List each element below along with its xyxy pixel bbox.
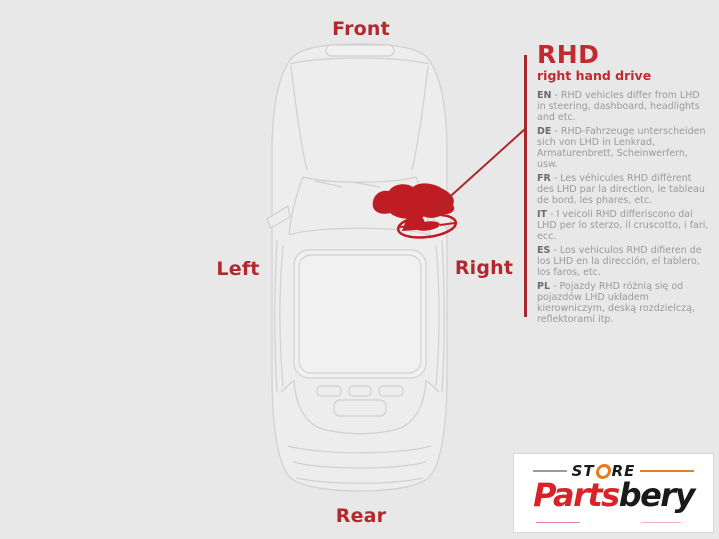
lang-text: - Los vehiculos RHD difieren de los LHD en la dirección, el tablero, los faros, etc. [537,245,702,278]
lang-code: PL [537,281,551,292]
lang-text: - I veicoli RHD differiscono dai LHD per lo sterzo, il cruscotto, i fari, ecc. [537,209,709,242]
lang-paragraph-en [537,90,709,123]
lang-paragraph-de [537,126,709,170]
brand-wordmark [514,476,713,514]
store-suffix: RE [611,462,636,480]
logo-accent-dash-right [641,522,681,524]
lang-code: ES [537,245,551,256]
panel-subtitle: right hand drive [537,68,652,83]
rear-label: Rear [335,505,387,527]
lang-code: FR [537,173,551,184]
store-prefix: ST [571,462,595,480]
car-outline [267,44,452,491]
lang-paragraph-fr [537,173,709,206]
lang-code: IT [537,209,548,220]
front-label: Front [332,18,390,40]
brand-black-part: bery [618,476,694,514]
panel-red-line [524,55,527,317]
lang-text: - Pojazdy RHD różnią się od pojazdów LHD układem kierowniczym, deską rozdzielczą, reflektorami itp. [537,281,695,325]
brand-red-part: Parts [533,476,619,514]
lang-text: - RHD vehicles differ from LHD in steering, dashboard, headlights and etc. [537,90,700,123]
lang-code: EN [537,90,552,101]
lang-paragraph-es [537,245,709,278]
lang-paragraph-it [537,209,709,242]
rhd-info-panel [537,42,709,328]
left-label: Left [216,258,260,280]
logo-line-right-icon [640,470,694,472]
language-paragraphs [537,90,709,325]
logo-line-left-icon [533,470,567,472]
lang-code: DE [537,126,552,137]
right-label: Right [454,257,514,279]
lang-text: - RHD-Fahrzeuge unterscheiden sich von LHD in Lenkrad, Armaturenbrett, Scheinwerfern, usw. [537,126,706,170]
partsbery-logo [513,453,714,533]
lang-text: - Les véhicules RHD diffèrent des LHD par la direction, le tableau de bord, les phares, etc. [537,173,705,206]
lang-paragraph-pl [537,281,709,325]
logo-accent-dash-left [536,522,580,524]
panel-title: RHD [537,40,600,69]
